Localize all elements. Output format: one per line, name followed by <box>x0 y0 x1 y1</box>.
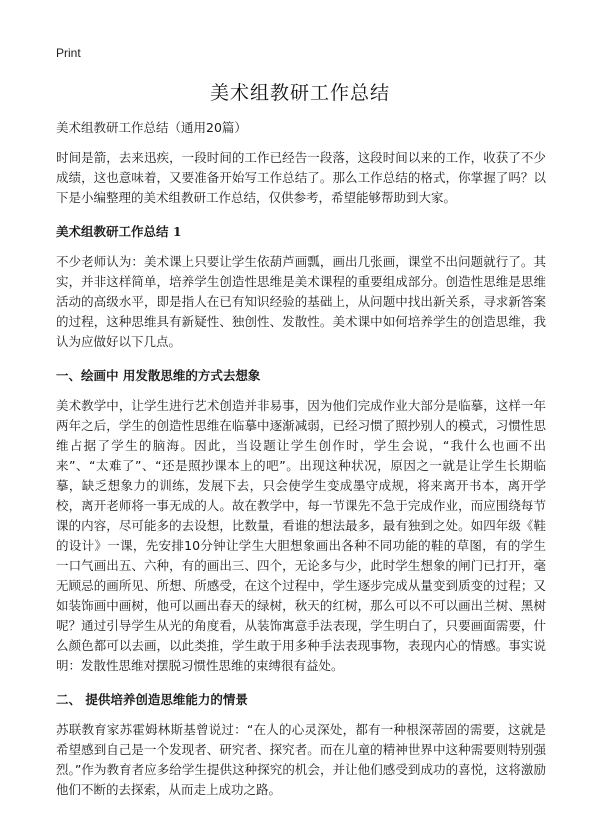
spacer <box>56 676 546 690</box>
section-paragraph-2: 美术教学中，让学生进行艺术创造并非易事，因为他们完成作业大部分是临摹，这样一年两年之后，学生的创造性思维在临摹中逐渐减弱，已经习惯了照抄别人的模式，习惯性思维占据了学生的脑海。因此，当设题让学生创作时，学生会说，“我什么也画不出来”、“太难了”、“还是照抄课本上的吧”。出现这种状况，原因之一就是让学生长期临摹，缺乏想象力的训练，发展下去，只会使学生变成墨守成规，将来离开书本，离开学校，离开老师将一事无成的人。故在教学中，每一节课先不急于完成作业，而应围绕每节课的内容，尽可能多的去设想，比数量，看谁的想法最多，最有独到之处。如四年级《鞋的设计》一课，先安排10分钟让学生大胆想象画出各种不同功能的鞋的草图，有的学生一口气画出五、六种，有的画出三、四个，无论多与少，此时学生想象的闸门已打开，毫无顾忌的画所见、所想、所感受，在这个过程中，学生逐步完成从量变到质变的过程；又如装饰画中画树，他可以画出春天的绿树，秋天的红树，那么可以不可以画出兰树、黑树呢？通过引导学生从光的角度看，从装饰寓意手法表现，学生明白了，只要画面需要，什么颜色都可以去画，以此类推，学生敢于用多种手法表现事物，表现内心的情感。事实说明：发散性思维对摆脱习惯性思维的束缚很有益处。 <box>56 398 546 673</box>
section-heading-1: 美术组教研工作总结 1 <box>56 224 182 239</box>
spacer <box>56 242 546 252</box>
section-heading-3: 二、 提供培养创造思维能力的情景 <box>56 692 248 707</box>
spacer <box>56 208 546 222</box>
spacer <box>56 386 546 396</box>
spacer <box>56 352 546 366</box>
section-heading-2: 一、绘画中 用发散思维的方式去想象 <box>56 368 261 383</box>
document-title: 美术组教研工作总结 <box>209 82 390 104</box>
print-link[interactable]: Print <box>56 46 81 60</box>
section-paragraph-1: 不少老师认为：美术课上只要让学生依葫芦画瓢，画出几张画，课堂不出问题就行了。其实，并非这样简单，培养学生创造性思维是美术课程的重要组成部分。创造性思维是思维活动的高级水平，即是指人在已有知识经验的基础上，从问题中找出新关系，寻求新答案的过程，这种思维具有新疑性、独创性、发散性。美术课中如何培养学生的创造思维，我认为应做好以下几点。 <box>56 254 546 349</box>
spacer <box>56 710 546 720</box>
section-paragraph-3: 苏联教育家苏霍姆林斯基曾说过：“在人的心灵深处，都有一种根深蒂固的需要，这就是希望感到自己是一个发现者、研究者、探究者。而在儿童的精神世界中这种需要则特别强烈。”作为教育者应多给学生提供这种探究的机会，并让他们感受到成功的喜悦，这将激励他们不断的去探索，从而走上成功之路。 <box>56 722 546 797</box>
document-body <box>56 118 546 800</box>
document-subtitle: 美术组教研工作总结（通用20篇） <box>56 120 247 135</box>
intro-paragraph: 时间是箭，去来迅疾，一段时间的工作已经告一段落，这段时间以来的工作，收获了不少成绩，这也意味着，又要准备开始写工作总结了。那么工作总结的格式，你掌握了吗？以下是小编整理的美术组教研工作总结，仅供参考，希望能够帮助到大家。 <box>56 150 546 205</box>
